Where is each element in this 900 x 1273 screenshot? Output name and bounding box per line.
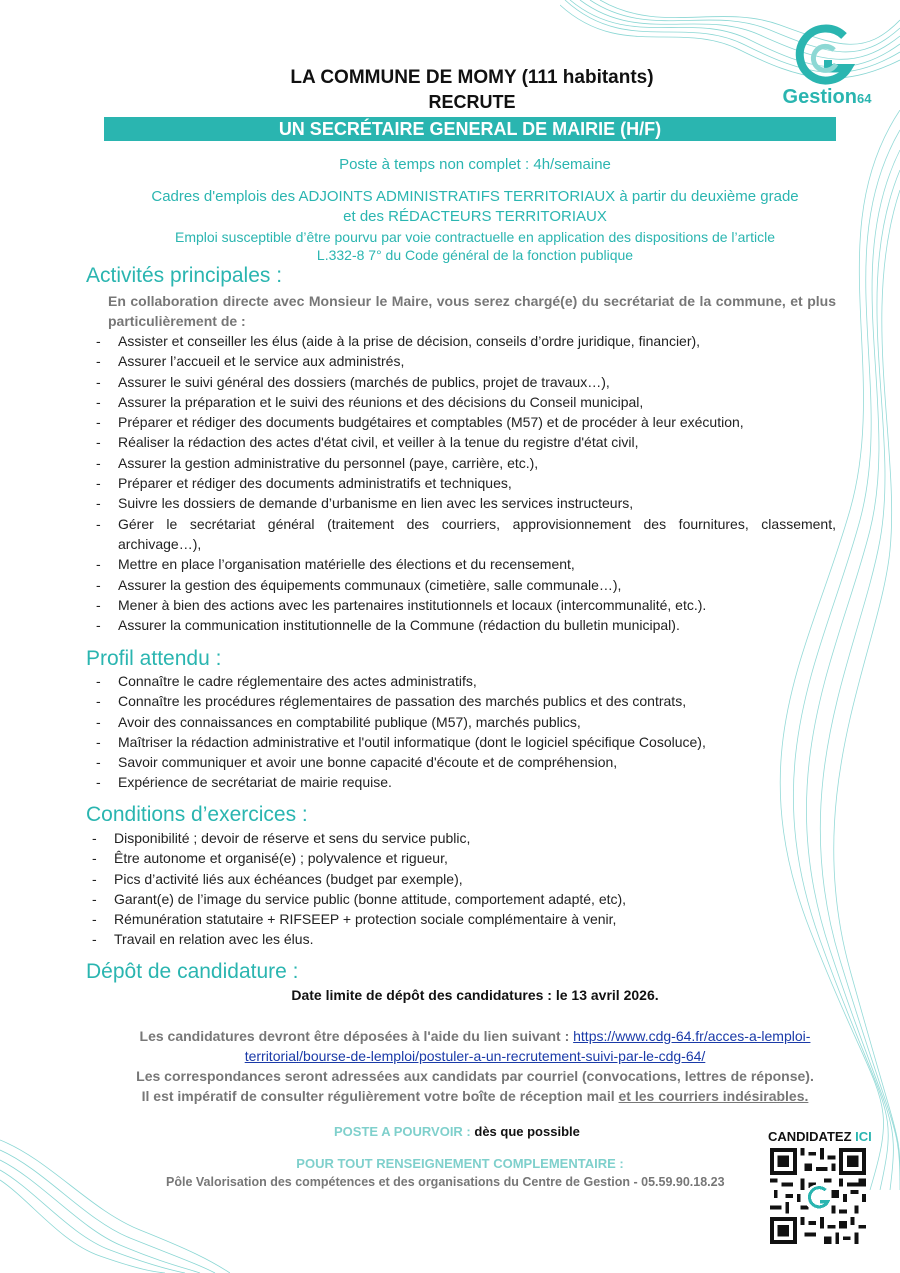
mail-check-note: Il est impératif de consulter régulièrement votre boîte de réception mail [141,1088,619,1104]
activites-item: - Assurer la gestion des équipements communaux (cimetière, salle communale…), [86,575,836,595]
poste-a-pourvoir [334,1124,580,1139]
section-title-profil: Profil attendu : [86,647,222,670]
activites-item: - Assurer la communication institutionnelle de la Commune (rédaction du bulletin municipal). [86,615,836,635]
job-grades-line1: Cadres d'emplois des ADJOINTS ADMINISTRATIFS TERRITORIAUX à partir du deuxième grade [151,188,799,205]
activites-intro: En collaboration directe avec Monsieur le Maire, vous serez chargé(e) du secrétariat de la commune, et plus particulièrement de : [108,293,836,329]
profil-item: - Savoir communiquer et avoir une bonne capacité d'écoute et de compréhension, [86,752,836,772]
conditions-item: - Être autonome et organisé(e) ; polyvalence et rigueur, [82,848,832,868]
header-commune: LA COMMUNE DE MOMY (111 habitants) [290,67,654,88]
activites-item: - Suivre les dossiers de demande d’urbanisme en lien avec les services instructeurs, [86,493,836,513]
section-title-activites: Activités principales : [86,264,283,287]
profil-item: - Expérience de secrétariat de mairie requise. [86,772,836,792]
conditions-item: - Disponibilité ; devoir de réserve et sens du service public, [82,828,832,848]
application-link-part2[interactable]: territorial/bourse-de-lemploi/postuler-a-un-recrutement-suivi-par-le-cdg-64/ [244,1048,706,1064]
spam-note: et les courriers indésirables. [618,1088,809,1104]
job-contract [60,228,890,264]
activites-item: - Assurer le suivi général des dossiers (marchés de publics, projet de travaux…), [86,372,836,392]
activites-item: - Assurer la préparation et le suivi des réunions et des décisions du Conseil municipal, [86,392,836,412]
application-link-block [60,1026,890,1106]
profil-item: - Maîtriser la rédaction administrative et l'outil informatique (dont le logiciel spécifique Cosoluce), [86,732,836,752]
section-title-conditions: Conditions d’exercices : [86,803,308,826]
poste-label: POSTE A POURVOIR : [334,1124,475,1139]
info-title: POUR TOUT RENSEIGNEMENT COMPLEMENTAIRE : [296,1156,624,1171]
activites-item: - Préparer et rédiger des documents budgétaires et comptables (M57) et de procéder à leur exécution, [86,412,836,432]
activites-item: - Mettre en place l’organisation matérielle des élections et du recensement, [86,554,836,574]
job-contract-line2: L.332-8 7° du Code général de la fonction publique [316,247,634,263]
profil-item: - Connaître les procédures réglementaires de passation des marchés publics et des contrats, [86,691,836,711]
activites-item: - Réaliser la rédaction des actes d'état civil, et veiller à la tenue du registre d'état civil, [86,432,836,452]
header-recrute: RECRUTE [428,92,516,112]
activites-item: - Assurer l’accueil et le service aux administrés, [86,351,836,371]
conditions-item: - Pics d’activité liés aux échéances (budget par exemple), [82,869,832,889]
activites-item: - Assurer la gestion administrative du personnel (paye, carrière, etc.), [86,453,836,473]
conditions-item: - Travail en relation avec les élus. [82,929,832,949]
job-grades [60,187,890,227]
job-time: Poste à temps non complet : 4h/semaine [339,156,611,173]
correspondence-note: Les correspondances seront adressées aux candidats par courriel (convocations, lettres de réponse). [136,1068,814,1084]
activites-item: - Mener à bien des actions avec les partenaires institutionnels et locaux (intercommunalité, etc.). [86,595,836,615]
wave-decoration-bottom-left [0,1120,230,1273]
conditions-item: - Rémunération statutaire + RIFSEEP + protection sociale complémentaire à venir, [82,909,832,929]
link-intro: Les candidatures devront être déposées à l'aide du lien suivant : [139,1028,574,1044]
section-title-depot: Dépôt de candidature : [86,960,299,983]
profil-item: - Connaître le cadre réglementaire des actes administratifs, [86,671,836,691]
profil-item: - Avoir des connaissances en comptabilité publique (M57), marchés publics, [86,712,836,732]
job-title-banner: UN SECRÉTAIRE GENERAL DE MAIRIE (H/F) [104,117,836,141]
poste-value: dès que possible [474,1124,580,1139]
qr-code-icon[interactable] [770,1148,866,1244]
activites-item: - Assister et conseiller les élus (aide à la prise de décision, conseils d’ordre juridique, financier), [86,331,836,351]
conditions-list [82,828,832,950]
deadline: Date limite de dépôt des candidatures : le 13 avril 2026. [291,987,659,1003]
activites-item: - Gérer le secrétariat général (traitement des courriers, approvisionnement des fournitures, classement, archivage…), [86,514,836,555]
logo-brand: Gestion64 [782,86,872,108]
job-grades-line2: et des RÉDACTEURS TERRITORIAUX [343,208,607,225]
conditions-item: - Garant(e) de l’image du service public (bonne attitude, comportement adapté, etc), [82,889,832,909]
application-link-part1[interactable]: https://www.cdg-64.fr/acces-a-lemploi- [573,1028,811,1044]
info-contact: Pôle Valorisation des compétences et des organisations du Centre de Gestion - 05.59.90.18.23 [166,1175,725,1189]
activites-list [86,331,836,635]
job-contract-line1: Emploi susceptible d’être pourvu par voie contractuelle en application des dispositions de l’article [174,229,775,245]
candidatez-label: CANDIDATEZ ICI [768,1129,872,1144]
profil-list [86,671,836,793]
activites-item: - Préparer et rédiger des documents administratifs et techniques, [86,473,836,493]
